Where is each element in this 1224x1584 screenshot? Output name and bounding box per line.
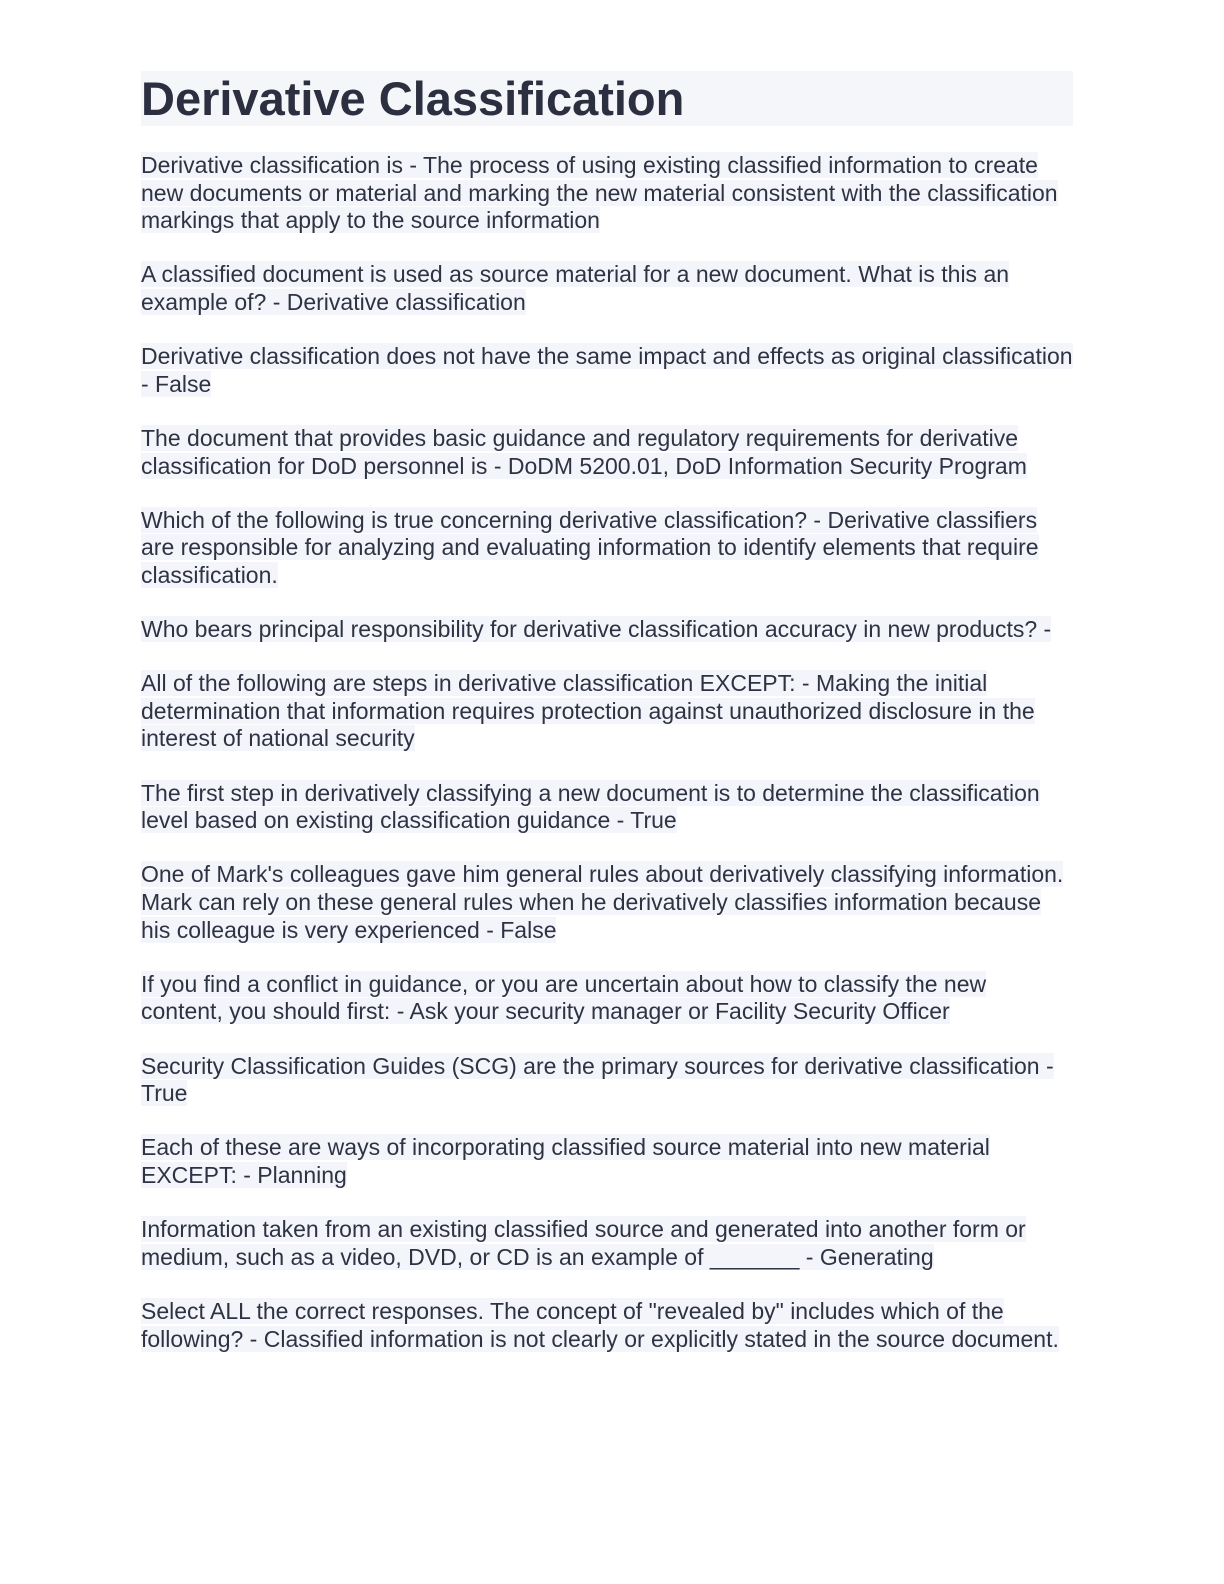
qa-item <box>141 1298 1073 1353</box>
qa-item <box>141 343 1073 398</box>
qa-text: Derivative classification is - The process of using existing classified information to create new documents or material and marking the new material consistent with the classification markings that apply to the source information <box>141 152 1058 234</box>
qa-item <box>141 507 1073 590</box>
qa-item <box>141 670 1073 753</box>
qa-text: Information taken from an existing classified source and generated into another form or medium, such as a video, DVD, or CD is an example of _______ - Generating <box>141 1216 1026 1270</box>
qa-item <box>141 616 1073 644</box>
qa-text: A classified document is used as source material for a new document. What is this an example of? - Derivative classification <box>141 261 1010 315</box>
qa-list <box>141 152 1073 1353</box>
qa-item <box>141 1053 1073 1108</box>
qa-item <box>141 861 1073 944</box>
qa-text: Each of these are ways of incorporating classified source material into new material EXCEPT: - Planning <box>141 1134 990 1188</box>
qa-text: All of the following are steps in derivative classification EXCEPT: - Making the initial determination that information requires protection against unauthorized disclosure in the interest of national security <box>141 670 1035 752</box>
qa-text: Which of the following is true concerning derivative classification? - Derivative classifiers are responsible for analyzing and evaluating information to identify elements that require classification. <box>141 506 1039 588</box>
qa-text: One of Mark's colleagues gave him general rules about derivatively classifying information. Mark can rely on these general rules when he derivatively classifies information because his colleague is very experienced - False <box>141 861 1064 943</box>
qa-item <box>141 971 1073 1026</box>
qa-text: Security Classification Guides (SCG) are the primary sources for derivative classification - True <box>141 1052 1054 1107</box>
qa-item <box>141 152 1073 235</box>
qa-text: The document that provides basic guidance and regulatory requirements for derivative classification for DoD personnel is - DoDM 5200.01, DoD Information Security Program <box>141 424 1027 479</box>
qa-item <box>141 1134 1073 1189</box>
qa-text: Who bears principal responsibility for derivative classification accuracy in new products? - <box>141 616 1052 643</box>
qa-text: The first step in derivatively classifying a new document is to determine the classification level based on existing classification guidance - True <box>141 779 1040 834</box>
title-bar <box>141 71 1073 126</box>
page-title: Derivative Classification <box>141 72 685 125</box>
qa-item <box>141 780 1073 835</box>
qa-item <box>141 261 1073 316</box>
document-page <box>141 71 1073 1380</box>
qa-text: If you find a conflict in guidance, or you are uncertain about how to classify the new content, you should first: - Ask your security manager or Facility Security Officer <box>141 970 987 1025</box>
qa-text: Select ALL the correct responses. The concept of "revealed by" includes which of the following? - Classified information is not clearly or explicitly stated in the source document. <box>141 1297 1059 1352</box>
qa-item <box>141 1216 1073 1271</box>
qa-item <box>141 425 1073 480</box>
qa-text: Derivative classification does not have the same impact and effects as original classification - False <box>141 343 1073 397</box>
